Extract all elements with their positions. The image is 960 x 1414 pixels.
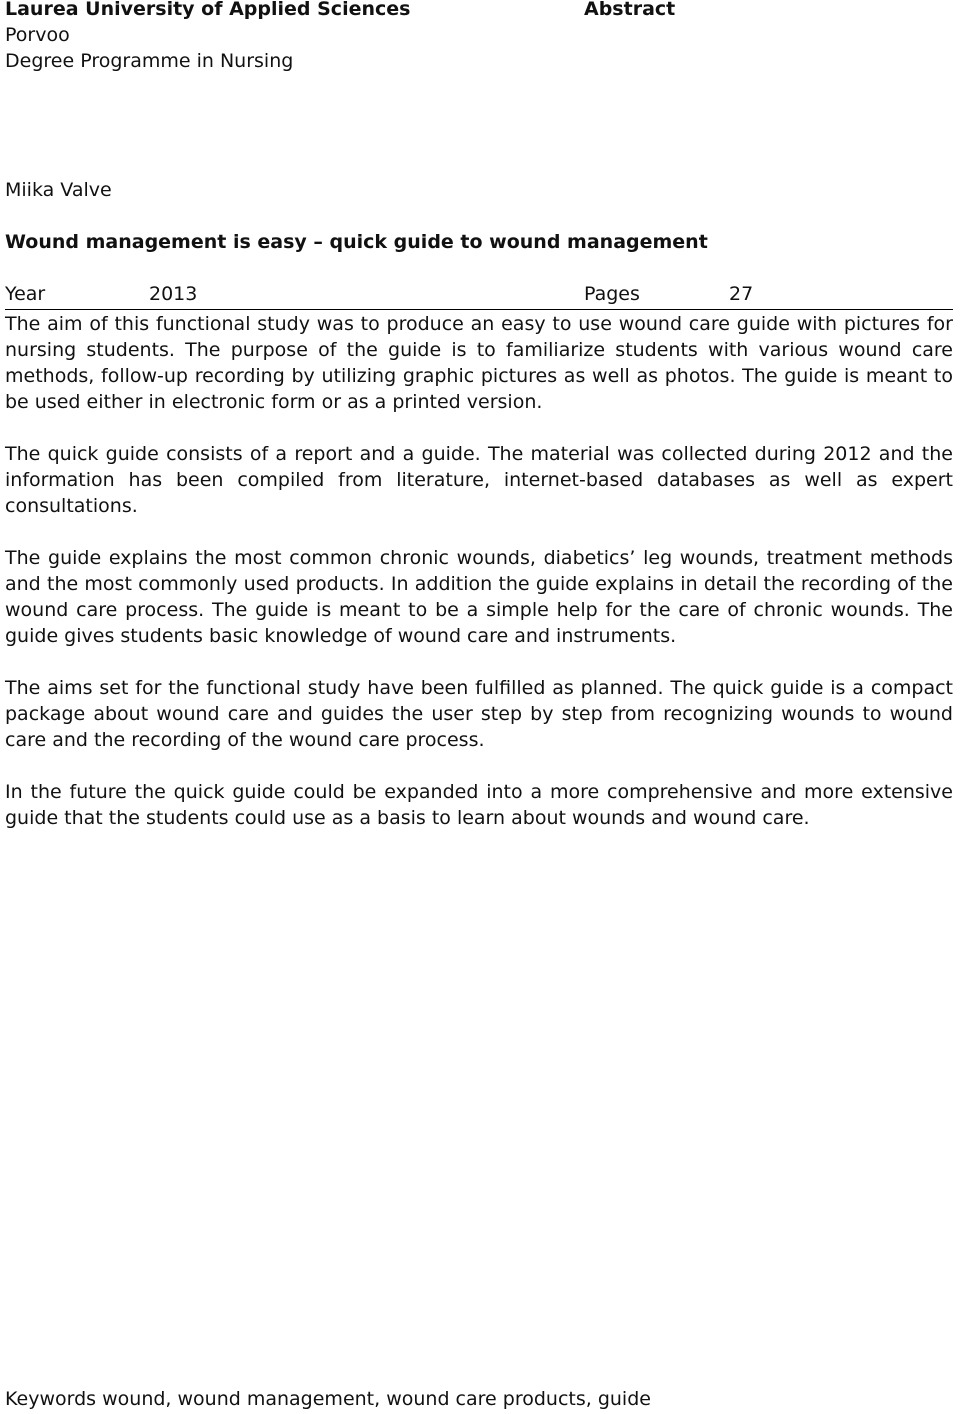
meta-row	[5, 281, 953, 307]
abstract-body	[5, 311, 953, 857]
abstract-paragraph: The guide explains the most common chronic wounds, diabetics’ leg wounds, treatment methods and the most commonly used products. In addition the guide explains in detail the recording of the wound care process. The guide is meant to be a simple help for the care of chronic wounds. The guide gives students basic knowledge of wound care and instruments.	[5, 547, 953, 647]
header-divider	[5, 309, 953, 310]
campus-name: Porvoo	[5, 24, 70, 46]
keywords-value: wound, wound management, wound care products, guide	[102, 1388, 651, 1410]
degree-programme: Degree Programme in Nursing	[5, 50, 294, 72]
year-label: Year	[5, 283, 46, 305]
header-left	[5, 0, 565, 74]
pages-label: Pages	[584, 283, 640, 305]
document-type-heading: Abstract	[584, 0, 676, 20]
abstract-paragraph: In the future the quick guide could be expanded into a more comprehensive and more extensive guide that the students could use as a basis to learn about wounds and wound care.	[5, 781, 953, 829]
abstract-page	[5, 0, 953, 1414]
institution-name: Laurea University of Applied Sciences	[5, 0, 411, 20]
abstract-paragraph: The aim of this functional study was to produce an easy to use wound care guide with pictures for nursing students. The purpose of the guide is to familiarize students with various wound care methods, follow-up recording by utilizing graphic pictures as well as photos. The guide is meant to be used either in electronic form or as a printed version.	[5, 313, 953, 413]
keywords-line	[5, 1386, 651, 1412]
pages-value: 27	[729, 283, 754, 305]
year-value: 2013	[149, 283, 198, 305]
abstract-paragraph: The quick guide consists of a report and a guide. The material was collected during 2012 and the information has been compiled from literature, internet-based databases as well as expert consultations.	[5, 443, 953, 517]
abstract-paragraph: The aims set for the functional study have been fulfilled as planned. The quick guide is a compact package about wound care and guides the user step by step from recognizing wounds to wound care and the recording of the wound care process.	[5, 677, 953, 751]
keywords-label: Keywords	[5, 1388, 97, 1410]
author-name: Miika Valve	[5, 179, 112, 201]
thesis-title: Wound management is easy – quick guide to wound management	[5, 231, 708, 253]
